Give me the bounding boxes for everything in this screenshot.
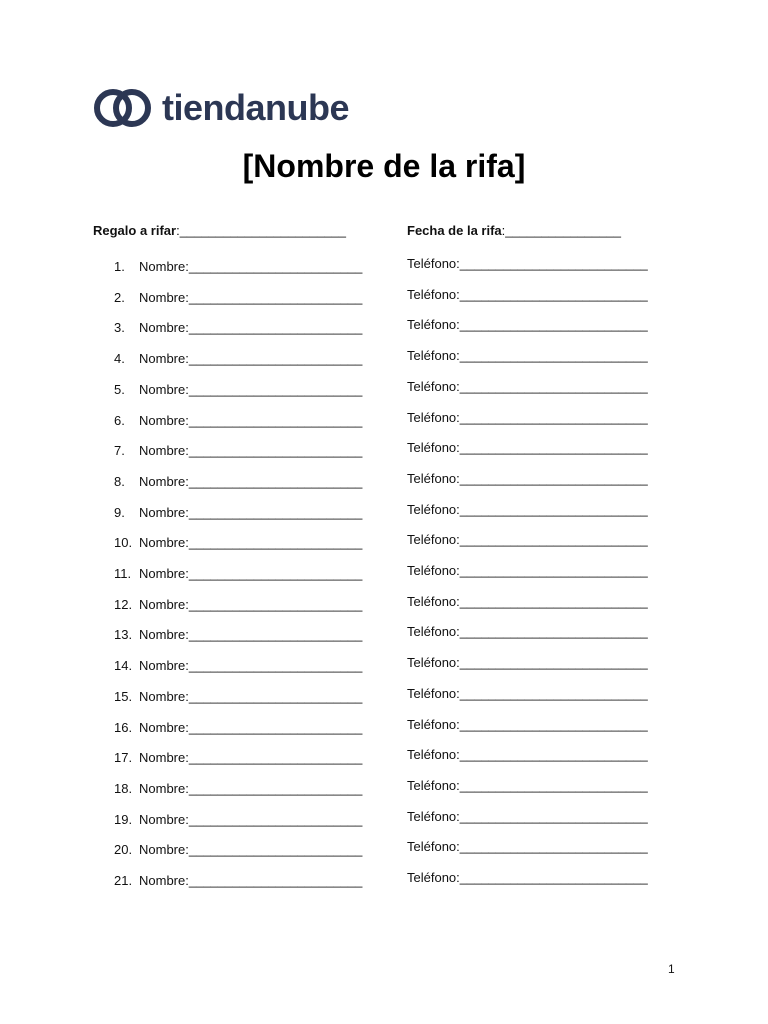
name-label: Nombre: — [139, 780, 189, 796]
name-label: Nombre: — [139, 719, 189, 735]
name-label: Nombre: — [139, 473, 189, 489]
entry-number: 19. — [114, 811, 133, 827]
entry-number: 16. — [114, 719, 133, 735]
name-blank[interactable]: ________________________ — [188, 504, 363, 520]
name-row — [114, 780, 362, 798]
name-label: Nombre: — [139, 842, 189, 858]
phone-row — [407, 746, 648, 764]
name-label: Nombre: — [139, 259, 189, 274]
name-blank[interactable]: ________________________ — [188, 750, 363, 766]
logo-text: tiendanube — [162, 87, 350, 128]
phone-blank[interactable]: __________________________ — [459, 378, 648, 394]
phone-row — [407, 808, 648, 826]
entry-number: 17. — [114, 750, 133, 766]
phone-label: Teléfono: — [407, 501, 460, 517]
phone-blank[interactable]: __________________________ — [459, 286, 648, 302]
phone-blank[interactable]: __________________________ — [459, 870, 648, 885]
phone-row — [407, 501, 648, 519]
phone-label: Teléfono: — [407, 286, 460, 302]
entry-number: 5. — [114, 381, 125, 397]
phone-label: Teléfono: — [407, 348, 460, 364]
phone-label: Teléfono: — [407, 593, 460, 609]
name-row — [114, 412, 362, 430]
entry-number: 6. — [114, 412, 125, 428]
phone-label: Teléfono: — [407, 563, 460, 578]
phone-label: Teléfono: — [407, 532, 460, 548]
name-row — [114, 442, 362, 460]
prize-label: Regalo a rifar — [93, 223, 177, 238]
phone-blank[interactable]: __________________________ — [459, 777, 648, 793]
name-row — [114, 688, 362, 706]
phone-blank[interactable]: __________________________ — [459, 624, 648, 640]
name-row — [114, 749, 362, 767]
phone-label: Teléfono: — [407, 747, 460, 763]
tiendanube-logo — [92, 86, 349, 130]
name-blank[interactable]: ________________________ — [188, 719, 363, 735]
name-row — [114, 504, 362, 522]
phone-label: Teléfono: — [407, 870, 460, 885]
phone-label: Teléfono: — [407, 378, 460, 394]
entry-number: 12. — [114, 596, 133, 612]
name-row — [114, 534, 362, 552]
entry-number: 14. — [114, 658, 133, 674]
name-blank[interactable]: ________________________ — [188, 596, 363, 612]
name-label: Nombre: — [139, 658, 189, 674]
entry-number: 1. — [114, 259, 125, 274]
phone-row — [407, 531, 648, 549]
entry-number: 13. — [114, 627, 133, 643]
name-label: Nombre: — [139, 320, 189, 336]
phone-blank[interactable]: __________________________ — [459, 747, 648, 763]
name-row — [114, 657, 362, 675]
phone-blank[interactable]: __________________________ — [459, 716, 648, 732]
name-label: Nombre: — [139, 627, 189, 643]
phone-label: Teléfono: — [407, 440, 460, 456]
phone-blank[interactable]: __________________________ — [459, 317, 648, 333]
phone-label: Teléfono: — [407, 777, 460, 793]
name-blank[interactable]: ________________________ — [188, 320, 363, 336]
name-blank[interactable]: ________________________ — [188, 289, 363, 305]
name-label: Nombre: — [139, 566, 189, 581]
name-row — [114, 841, 362, 859]
entry-number: 3. — [114, 320, 125, 336]
name-label: Nombre: — [139, 596, 189, 612]
name-row — [114, 626, 362, 644]
entry-number: 11. — [114, 566, 132, 581]
phone-blank[interactable]: __________________________ — [459, 808, 648, 824]
name-row — [114, 719, 362, 737]
name-row — [114, 381, 362, 399]
name-blank[interactable]: ________________________ — [188, 473, 363, 489]
phone-row — [407, 439, 648, 457]
name-row — [114, 473, 362, 491]
name-label: Nombre: — [139, 504, 189, 520]
entry-number: 10. — [114, 535, 133, 551]
name-blank[interactable]: ________________________ — [188, 688, 363, 704]
name-label: Nombre: — [139, 443, 189, 459]
prize-field — [93, 223, 346, 238]
name-label: Nombre: — [139, 811, 189, 827]
phone-row — [407, 685, 648, 703]
name-row — [114, 872, 362, 890]
phone-blank[interactable]: __________________________ — [459, 409, 648, 425]
name-row — [114, 319, 362, 337]
entry-number: 9. — [114, 504, 125, 520]
entry-number: 7. — [114, 443, 125, 459]
name-blank[interactable]: ________________________ — [188, 627, 363, 643]
date-blank: :________________ — [501, 223, 621, 238]
name-blank[interactable]: ________________________ — [188, 535, 363, 551]
phone-row — [407, 869, 648, 887]
entry-number: 21. — [114, 873, 133, 888]
name-blank[interactable]: ________________________ — [188, 412, 363, 428]
name-blank[interactable]: ________________________ — [188, 443, 363, 459]
entry-number: 2. — [114, 289, 125, 305]
name-label: Nombre: — [139, 351, 189, 367]
name-row — [114, 596, 362, 614]
phone-label: Teléfono: — [407, 470, 460, 486]
phone-label: Teléfono: — [407, 624, 460, 640]
name-label: Nombre: — [139, 750, 189, 766]
phone-row — [407, 777, 648, 795]
phone-blank[interactable]: __________________________ — [459, 532, 648, 548]
phone-label: Teléfono: — [407, 655, 460, 671]
phone-row — [407, 316, 648, 334]
phone-label: Teléfono: — [407, 716, 460, 732]
phone-label: Teléfono: — [407, 256, 460, 271]
name-blank[interactable]: ________________________ — [188, 811, 363, 827]
name-blank[interactable]: ________________________ — [188, 351, 363, 367]
entry-number: 20. — [114, 842, 133, 858]
name-blank[interactable]: ________________________ — [188, 780, 363, 796]
name-blank[interactable]: ________________________ — [188, 381, 363, 397]
phone-row — [407, 255, 648, 273]
phone-blank[interactable]: __________________________ — [459, 839, 648, 855]
name-blank[interactable]: ________________________ — [188, 259, 363, 274]
name-blank[interactable]: ________________________ — [188, 658, 363, 674]
phone-label: Teléfono: — [407, 839, 460, 855]
phone-blank[interactable]: __________________________ — [459, 348, 648, 364]
name-label: Nombre: — [139, 412, 189, 428]
phone-row — [407, 286, 648, 304]
phone-row — [407, 654, 648, 672]
phone-label: Teléfono: — [407, 409, 460, 425]
page-number: 1 — [668, 962, 675, 976]
phone-row — [407, 562, 648, 580]
name-row — [114, 565, 362, 583]
entry-number: 15. — [114, 688, 133, 704]
phone-blank[interactable]: __________________________ — [459, 655, 648, 671]
phone-row — [407, 470, 648, 488]
phone-row — [407, 347, 648, 365]
name-row — [114, 350, 362, 368]
name-label: Nombre: — [139, 289, 189, 305]
phone-blank[interactable]: __________________________ — [459, 256, 648, 271]
phone-blank[interactable]: __________________________ — [459, 593, 648, 609]
entry-number: 8. — [114, 473, 125, 489]
phone-blank[interactable]: __________________________ — [459, 563, 648, 578]
name-label: Nombre: — [139, 688, 189, 704]
name-label: Nombre: — [139, 381, 189, 397]
phone-label: Teléfono: — [407, 808, 460, 824]
entry-number: 4. — [114, 351, 125, 367]
raffle-title: [Nombre de la rifa] — [242, 148, 526, 184]
phone-row — [407, 409, 648, 427]
date-field — [407, 223, 621, 238]
prize-blank: :_______________________ — [176, 223, 346, 238]
phone-label: Teléfono: — [407, 685, 460, 701]
phone-row — [407, 378, 648, 396]
name-row — [114, 811, 362, 829]
entry-number: 18. — [114, 780, 133, 796]
phone-label: Teléfono: — [407, 317, 460, 333]
name-blank[interactable]: ________________________ — [188, 842, 363, 858]
phone-row — [407, 838, 648, 856]
name-row — [114, 258, 362, 276]
phone-row — [407, 716, 648, 734]
phone-blank[interactable]: __________________________ — [459, 501, 648, 517]
phone-row — [407, 623, 648, 641]
phone-blank[interactable]: __________________________ — [459, 685, 648, 701]
phone-blank[interactable]: __________________________ — [459, 470, 648, 486]
phone-blank[interactable]: __________________________ — [459, 440, 648, 456]
name-label: Nombre: — [139, 873, 189, 888]
tiendanube-cloud-icon — [92, 86, 154, 130]
name-blank[interactable]: ________________________ — [188, 873, 363, 888]
name-row — [114, 289, 362, 307]
name-label: Nombre: — [139, 535, 189, 551]
phone-row — [407, 593, 648, 611]
name-blank[interactable]: ________________________ — [188, 566, 363, 581]
date-label: Fecha de la rifa — [407, 223, 502, 238]
